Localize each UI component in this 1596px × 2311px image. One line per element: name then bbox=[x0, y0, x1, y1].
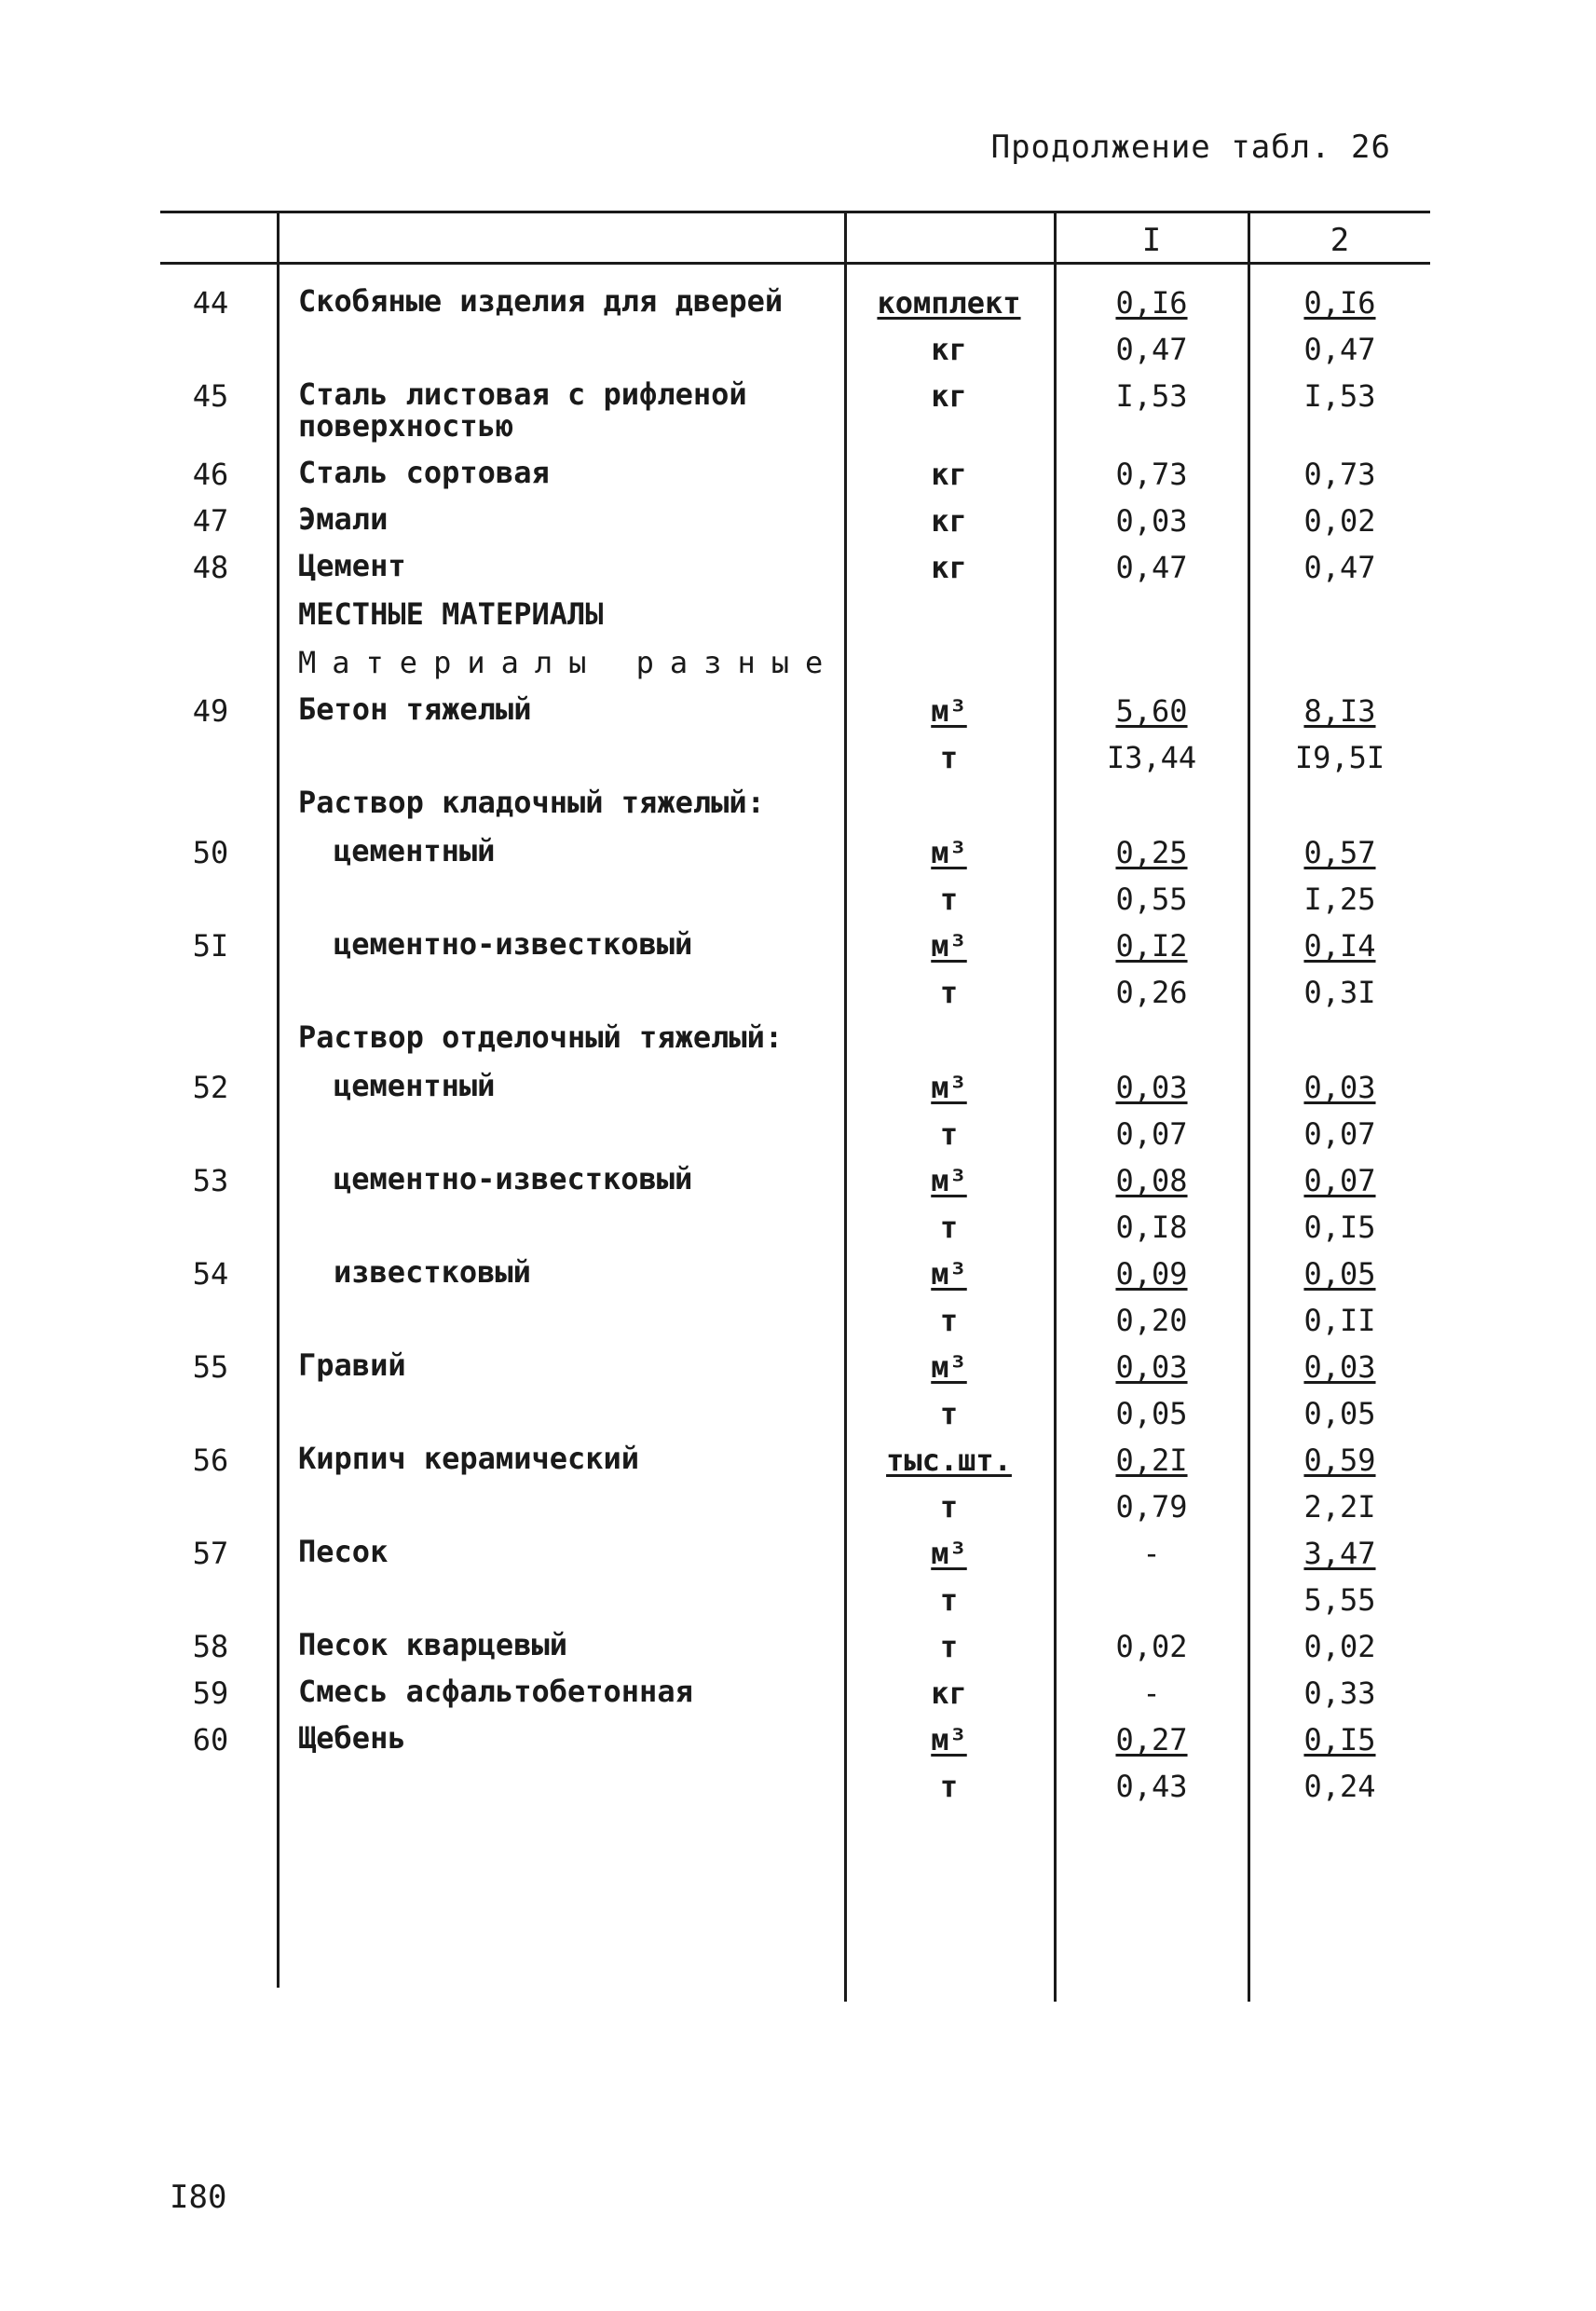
table-row bbox=[0, 1443, 1596, 1489]
row-number: 60 bbox=[192, 1722, 229, 1757]
value-column-2: I9,5I bbox=[1294, 740, 1385, 775]
value-column-1: 0,I8 bbox=[1115, 1210, 1188, 1245]
material-name: цементно-известковый bbox=[334, 1161, 693, 1197]
value-column-2: 0,03 bbox=[1303, 1070, 1376, 1105]
row-number: 48 bbox=[192, 550, 229, 585]
subsection-heading: Материалы разные bbox=[298, 645, 839, 680]
unit-of-measure: кг bbox=[931, 550, 967, 585]
row-number: 57 bbox=[192, 1536, 229, 1571]
unit-of-measure: м³ bbox=[931, 835, 967, 870]
table-row bbox=[0, 740, 1596, 786]
value-column-1: 0,47 bbox=[1115, 332, 1188, 367]
value-column-2: 0,73 bbox=[1303, 457, 1376, 492]
value-column-1: 0,20 bbox=[1115, 1303, 1188, 1338]
material-name: цементный bbox=[334, 833, 496, 868]
row-number: 54 bbox=[192, 1256, 229, 1292]
table-caption: Продолжение табл. 26 bbox=[990, 129, 1391, 166]
value-column-2: 0,07 bbox=[1303, 1163, 1376, 1198]
material-name: Сталь сортовая bbox=[298, 455, 550, 490]
value-column-1: 0,07 bbox=[1115, 1116, 1188, 1152]
value-column-1: 0,2I bbox=[1115, 1443, 1188, 1478]
value-column-1: 0,05 bbox=[1115, 1396, 1188, 1431]
value-column-2: 0,II bbox=[1303, 1303, 1376, 1338]
row-number: 47 bbox=[192, 503, 229, 539]
unit-of-measure: м³ bbox=[931, 1722, 967, 1757]
unit-of-measure: т bbox=[939, 1116, 959, 1152]
unit-of-measure: м³ bbox=[931, 1536, 967, 1571]
value-column-2: 0,03 bbox=[1303, 1349, 1376, 1385]
section-heading: МЕСТНЫЕ МАТЕРИАЛЫ bbox=[298, 596, 604, 632]
value-column-2: 0,3I bbox=[1303, 975, 1376, 1010]
material-name: Эмали bbox=[298, 501, 389, 537]
row-number: 59 bbox=[192, 1675, 229, 1711]
unit-of-measure: м³ bbox=[931, 1256, 967, 1292]
unit-of-measure: комплект bbox=[877, 285, 1021, 321]
material-name: Песок кварцевый bbox=[298, 1627, 567, 1662]
row-number: 45 bbox=[192, 378, 229, 414]
table-row bbox=[0, 1769, 1596, 1815]
material-name: Цемент bbox=[298, 548, 406, 583]
table-row bbox=[0, 596, 1596, 645]
row-number: 58 bbox=[192, 1629, 229, 1664]
table-row bbox=[0, 1256, 1596, 1303]
unit-of-measure: т bbox=[939, 975, 959, 1010]
value-column-2: 0,07 bbox=[1303, 1116, 1376, 1152]
unit-of-measure: т bbox=[939, 1769, 959, 1804]
value-column-1: 0,73 bbox=[1115, 457, 1188, 492]
value-column-1: 0,27 bbox=[1115, 1722, 1188, 1757]
material-name: Бетон тяжелый bbox=[298, 691, 532, 727]
value-column-2: 0,33 bbox=[1303, 1675, 1376, 1711]
material-name: Сталь листовая с рифленой поверхностью bbox=[298, 376, 747, 444]
table-row bbox=[0, 1021, 1596, 1070]
table-row bbox=[0, 1489, 1596, 1536]
unit-of-measure: т bbox=[939, 882, 959, 917]
value-column-1: 0,43 bbox=[1115, 1769, 1188, 1804]
material-name: цементно-известковый bbox=[334, 926, 693, 962]
unit-of-measure: м³ bbox=[931, 1070, 967, 1105]
material-name: Скобяные изделия для дверей bbox=[298, 283, 784, 319]
table-row bbox=[0, 975, 1596, 1021]
row-number: 52 bbox=[192, 1070, 229, 1105]
value-column-2: 0,59 bbox=[1303, 1443, 1376, 1478]
value-column-2: 0,57 bbox=[1303, 835, 1376, 870]
value-column-2: 0,I4 bbox=[1303, 928, 1376, 964]
unit-of-measure: кг bbox=[931, 457, 967, 492]
value-column-2: 0,I5 bbox=[1303, 1722, 1376, 1757]
value-column-2: 3,47 bbox=[1303, 1536, 1376, 1571]
table-row bbox=[0, 1396, 1596, 1443]
unit-of-measure: т bbox=[939, 1210, 959, 1245]
value-column-1: 0,I2 bbox=[1115, 928, 1188, 964]
table-row bbox=[0, 645, 1596, 693]
table-row bbox=[0, 1629, 1596, 1675]
table-row bbox=[0, 928, 1596, 975]
table-row bbox=[0, 1303, 1596, 1349]
value-column-2: 5,55 bbox=[1303, 1582, 1376, 1618]
unit-of-measure: м³ bbox=[931, 1349, 967, 1385]
value-column-1: 0,09 bbox=[1115, 1256, 1188, 1292]
row-number: 5I bbox=[192, 928, 229, 964]
value-column-1: 0,79 bbox=[1115, 1489, 1188, 1525]
table-row bbox=[0, 1116, 1596, 1163]
value-column-1: - bbox=[1142, 1536, 1161, 1571]
value-column-2: I,25 bbox=[1303, 882, 1376, 917]
row-number: 46 bbox=[192, 457, 229, 492]
value-column-2: 0,05 bbox=[1303, 1396, 1376, 1431]
value-column-1: I,53 bbox=[1115, 378, 1188, 414]
row-number: 53 bbox=[192, 1163, 229, 1198]
value-column-2: 0,02 bbox=[1303, 1629, 1376, 1664]
value-column-1: 0,55 bbox=[1115, 882, 1188, 917]
table-row bbox=[0, 1582, 1596, 1629]
group-heading: Раствор кладочный тяжелый: bbox=[298, 785, 765, 820]
table-row bbox=[0, 503, 1596, 550]
table-row bbox=[0, 835, 1596, 882]
material-name: известковый bbox=[334, 1254, 531, 1290]
value-column-1: 0,25 bbox=[1115, 835, 1188, 870]
unit-of-measure: кг bbox=[931, 503, 967, 539]
value-column-1: 5,60 bbox=[1115, 693, 1188, 729]
row-number: 50 bbox=[192, 835, 229, 870]
value-column-2: 2,2I bbox=[1303, 1489, 1376, 1525]
row-number: 44 bbox=[192, 285, 229, 321]
table-row bbox=[0, 693, 1596, 740]
table-row bbox=[0, 786, 1596, 835]
row-number: 56 bbox=[192, 1443, 229, 1478]
value-column-2: 0,47 bbox=[1303, 332, 1376, 367]
value-column-1: 0,03 bbox=[1115, 1349, 1188, 1385]
value-column-2: 0,24 bbox=[1303, 1769, 1376, 1804]
value-column-2: 0,05 bbox=[1303, 1256, 1376, 1292]
unit-of-measure: т bbox=[939, 1629, 959, 1664]
value-column-1: 0,47 bbox=[1115, 550, 1188, 585]
unit-of-measure: т bbox=[939, 1489, 959, 1525]
unit-of-measure: м³ bbox=[931, 928, 967, 964]
table-row bbox=[0, 285, 1596, 332]
table-row bbox=[0, 1349, 1596, 1396]
value-column-1: 0,I6 bbox=[1115, 285, 1188, 321]
table-row bbox=[0, 1163, 1596, 1210]
material-name: Песок bbox=[298, 1534, 389, 1569]
value-column-1: 0,08 bbox=[1115, 1163, 1188, 1198]
value-column-2: 8,I3 bbox=[1303, 693, 1376, 729]
unit-of-measure: тыс.шт. bbox=[886, 1443, 1012, 1478]
value-column-2: 0,I5 bbox=[1303, 1210, 1376, 1245]
table-top-rule bbox=[160, 211, 1430, 213]
unit-of-measure: кг bbox=[931, 332, 967, 367]
value-column-1: I3,44 bbox=[1106, 740, 1197, 775]
value-column-1: 0,26 bbox=[1115, 975, 1188, 1010]
unit-of-measure: т bbox=[939, 1582, 959, 1618]
value-column-1: - bbox=[1142, 1675, 1161, 1711]
unit-of-measure: т bbox=[939, 1396, 959, 1431]
group-heading: Раствор отделочный тяжелый: bbox=[298, 1019, 784, 1055]
material-name: цементный bbox=[334, 1068, 496, 1103]
column-header-1: I bbox=[1141, 222, 1162, 259]
table-row bbox=[0, 332, 1596, 378]
material-name: Гравий bbox=[298, 1347, 406, 1383]
value-column-2: 0,02 bbox=[1303, 503, 1376, 539]
row-number: 55 bbox=[192, 1349, 229, 1385]
table-row bbox=[0, 1210, 1596, 1256]
value-column-1: 0,03 bbox=[1115, 1070, 1188, 1105]
unit-of-measure: кг bbox=[931, 1675, 967, 1711]
unit-of-measure: т bbox=[939, 740, 959, 775]
table-row bbox=[0, 1536, 1596, 1582]
table-row bbox=[0, 1722, 1596, 1769]
table-row bbox=[0, 550, 1596, 596]
material-name: Кирпич керамический bbox=[298, 1441, 640, 1476]
unit-of-measure: т bbox=[939, 1303, 959, 1338]
table-row bbox=[0, 378, 1596, 457]
value-column-1: 0,02 bbox=[1115, 1629, 1188, 1664]
unit-of-measure: м³ bbox=[931, 1163, 967, 1198]
value-column-2: 0,47 bbox=[1303, 550, 1376, 585]
material-name: Щебень bbox=[298, 1720, 406, 1756]
row-number: 49 bbox=[192, 693, 229, 729]
value-column-1: 0,03 bbox=[1115, 503, 1188, 539]
table-row bbox=[0, 1070, 1596, 1116]
table-row bbox=[0, 457, 1596, 503]
table-body bbox=[0, 285, 1596, 1815]
value-column-2: I,53 bbox=[1303, 378, 1376, 414]
table-row bbox=[0, 1675, 1596, 1722]
table-header-rule bbox=[160, 262, 1430, 265]
column-header-2: 2 bbox=[1330, 222, 1350, 259]
value-column-2: 0,I6 bbox=[1303, 285, 1376, 321]
unit-of-measure: кг bbox=[931, 378, 967, 414]
material-name: Смесь асфальтобетонная bbox=[298, 1674, 693, 1709]
page-number: I80 bbox=[170, 2179, 227, 2216]
table-row bbox=[0, 882, 1596, 928]
unit-of-measure: м³ bbox=[931, 693, 967, 729]
